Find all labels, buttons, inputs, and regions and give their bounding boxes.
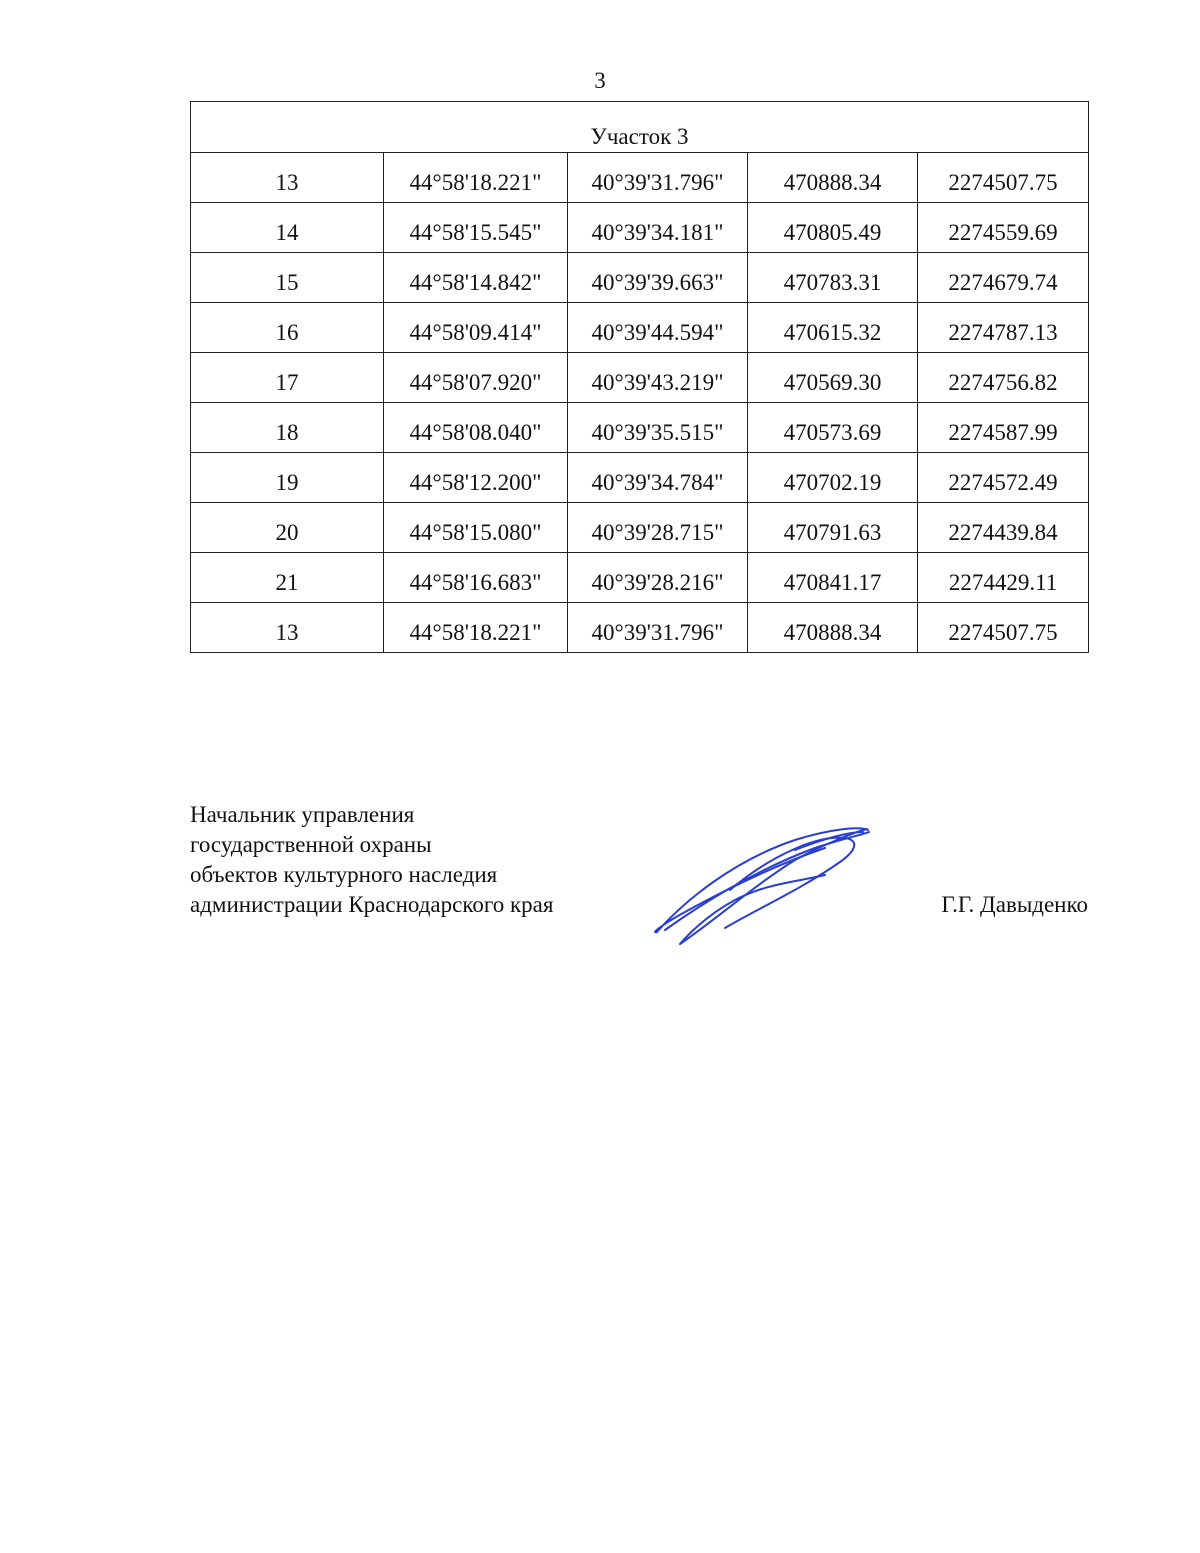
signature-stroke — [665, 832, 869, 930]
y-coordinate-cell: 2274679.74 — [918, 253, 1089, 303]
latitude-cell: 44°58'07.920" — [384, 353, 568, 403]
y-coordinate-cell: 2274787.13 — [918, 303, 1089, 353]
latitude-cell: 44°58'15.545" — [384, 203, 568, 253]
signatory-title-line: государственной охраны — [190, 832, 432, 857]
signature-stroke — [657, 828, 868, 932]
x-coordinate-cell: 470783.31 — [748, 253, 918, 303]
y-coordinate-cell: 2274507.75 — [918, 603, 1089, 653]
point-number-cell: 14 — [191, 203, 384, 253]
y-coordinate-cell: 2274507.75 — [918, 153, 1089, 203]
y-coordinate-cell: 2274439.84 — [918, 503, 1089, 553]
longitude-cell: 40°39'39.663" — [568, 253, 748, 303]
x-coordinate-cell: 470573.69 — [748, 403, 918, 453]
coordinates-table — [190, 101, 1089, 653]
longitude-cell: 40°39'34.784" — [568, 453, 748, 503]
y-coordinate-cell: 2274587.99 — [918, 403, 1089, 453]
latitude-cell: 44°58'14.842" — [384, 253, 568, 303]
table-row — [191, 253, 1089, 303]
point-number-cell: 18 — [191, 403, 384, 453]
longitude-cell: 40°39'34.181" — [568, 203, 748, 253]
table-row — [191, 603, 1089, 653]
section-title: Участок 3 — [191, 102, 1089, 153]
latitude-cell: 44°58'09.414" — [384, 303, 568, 353]
longitude-cell: 40°39'31.796" — [568, 603, 748, 653]
point-number-cell: 19 — [191, 453, 384, 503]
longitude-cell: 40°39'43.219" — [568, 353, 748, 403]
point-number-cell: 21 — [191, 553, 384, 603]
handwritten-signature — [645, 820, 880, 950]
y-coordinate-cell: 2274572.49 — [918, 453, 1089, 503]
point-number-cell: 15 — [191, 253, 384, 303]
y-coordinate-cell: 2274756.82 — [918, 353, 1089, 403]
table-row — [191, 553, 1089, 603]
table-row — [191, 453, 1089, 503]
point-number-cell: 20 — [191, 503, 384, 553]
table-row — [191, 403, 1089, 453]
point-number-cell: 17 — [191, 353, 384, 403]
y-coordinate-cell: 2274429.11 — [918, 553, 1089, 603]
latitude-cell: 44°58'18.221" — [384, 153, 568, 203]
x-coordinate-cell: 470791.63 — [748, 503, 918, 553]
longitude-cell: 40°39'28.216" — [568, 553, 748, 603]
table-row — [191, 353, 1089, 403]
x-coordinate-cell: 470841.17 — [748, 553, 918, 603]
section-header-row — [191, 102, 1089, 153]
latitude-cell: 44°58'08.040" — [384, 403, 568, 453]
x-coordinate-cell: 470702.19 — [748, 453, 918, 503]
x-coordinate-cell: 470888.34 — [748, 603, 918, 653]
signatory-title-line: объектов культурного наследия — [190, 862, 498, 887]
latitude-cell: 44°58'12.200" — [384, 453, 568, 503]
x-coordinate-cell: 470569.30 — [748, 353, 918, 403]
table-row — [191, 203, 1089, 253]
point-number-cell: 13 — [191, 603, 384, 653]
signatory-title-line: Начальник управления — [190, 802, 415, 827]
signatory-title-line: администрации Краснодарского края — [190, 892, 554, 917]
longitude-cell: 40°39'44.594" — [568, 303, 748, 353]
y-coordinate-cell: 2274559.69 — [918, 203, 1089, 253]
latitude-cell: 44°58'18.221" — [384, 603, 568, 653]
latitude-cell: 44°58'15.080" — [384, 503, 568, 553]
page-number: 3 — [594, 68, 606, 93]
point-number-cell: 13 — [191, 153, 384, 203]
table-row — [191, 153, 1089, 203]
signatory-title — [190, 800, 553, 920]
x-coordinate-cell: 470615.32 — [748, 303, 918, 353]
latitude-cell: 44°58'16.683" — [384, 553, 568, 603]
coordinates-table-body — [191, 102, 1089, 653]
longitude-cell: 40°39'35.515" — [568, 403, 748, 453]
signatory-name: Г.Г. Давыденко — [941, 892, 1088, 917]
x-coordinate-cell: 470805.49 — [748, 203, 918, 253]
longitude-cell: 40°39'28.715" — [568, 503, 748, 553]
table-row — [191, 503, 1089, 553]
point-number-cell: 16 — [191, 303, 384, 353]
x-coordinate-cell: 470888.34 — [748, 153, 918, 203]
table-row — [191, 303, 1089, 353]
longitude-cell: 40°39'31.796" — [568, 153, 748, 203]
